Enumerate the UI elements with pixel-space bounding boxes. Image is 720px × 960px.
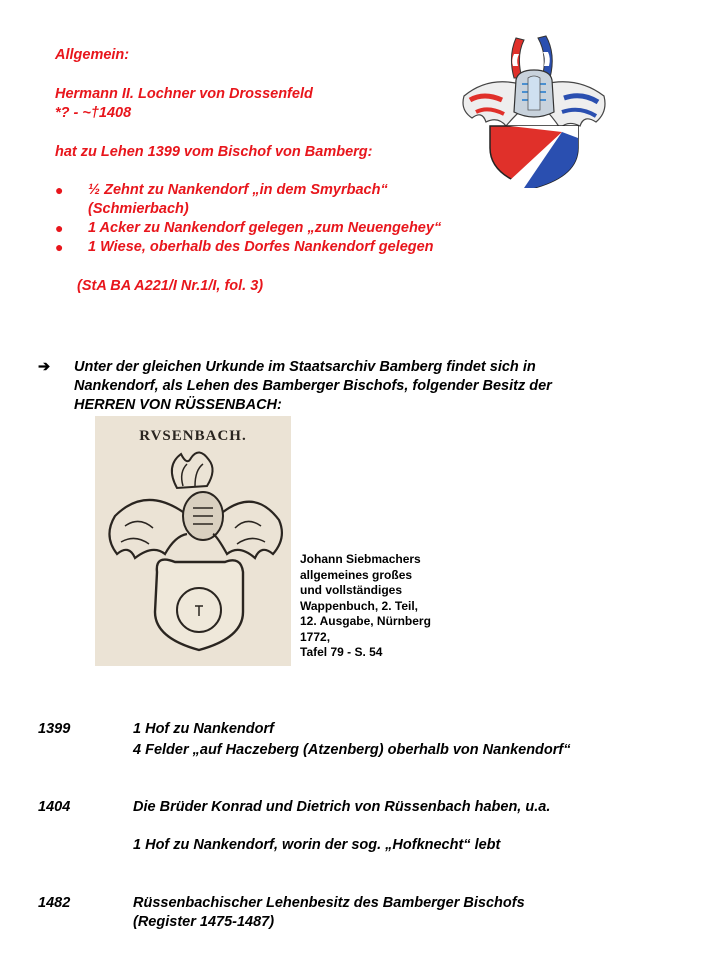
list-item: 1 Acker zu Nankendorf gelegen „zum Neuengehey“ xyxy=(88,220,442,236)
entry-line: (Register 1475-1487) xyxy=(133,914,275,930)
entry-line: 1 Hof zu Nankendorf, worin der sog. „Hofknecht“ lebt xyxy=(133,837,501,853)
caption-line: Wappenbuch, 2. Teil, xyxy=(300,598,419,613)
entry-year: 1399 xyxy=(38,721,71,737)
archive-source: (StA BA A221/I Nr.1/I, fol. 3) xyxy=(77,278,264,294)
caption-line: 12. Ausgabe, Nürnberg xyxy=(300,614,431,628)
list-item: 1 Wiese, oberhalb des Dorfes Nankendorf gelegen xyxy=(88,239,434,255)
entry-line: 4 Felder „auf Haczeberg (Atzenberg) oberhalb von Nankendorf“ xyxy=(133,742,571,758)
woodcut-caption xyxy=(300,552,431,661)
ruessenbach-woodcut xyxy=(95,416,291,666)
fief-intro: hat zu Lehen 1399 vom Bischof von Bamberg: xyxy=(55,144,373,160)
note-line-3: HERREN VON RÜSSENBACH: xyxy=(74,397,282,413)
lochner-coat-of-arms xyxy=(458,26,610,188)
entry-year: 1404 xyxy=(38,799,71,815)
entry-line: Die Brüder Konrad und Dietrich von Rüssenbach haben, u.a. xyxy=(133,799,551,815)
entry-year: 1482 xyxy=(38,895,71,911)
caption-line: allgemeines großes xyxy=(300,567,413,582)
caption-line: und vollständiges xyxy=(300,583,403,597)
bullet-icon: ● xyxy=(55,182,64,198)
entry-line: Rüssenbachischer Lehenbesitz des Bamberger Bischofs xyxy=(133,895,525,911)
entry-line: 1 Hof zu Nankendorf xyxy=(133,721,274,737)
caption-line: Johann Siebmachers xyxy=(300,552,421,566)
person-dates: *? - ~†1408 xyxy=(55,105,132,121)
person-name: Hermann II. Lochner von Drossenfeld xyxy=(55,86,313,102)
note-line-2: Nankendorf, als Lehen des Bamberger Bischofs, folgender Besitz der xyxy=(74,378,552,394)
woodcut-drawing xyxy=(95,416,291,666)
caption-line: Tafel 79 - S. 54 xyxy=(300,645,383,659)
section-heading: Allgemein: xyxy=(55,47,130,63)
note-line-1: Unter der gleichen Urkunde im Staatsarchiv Bamberg findet sich in xyxy=(74,359,536,375)
list-item: ½ Zehnt zu Nankendorf „in dem Smyrbach“ xyxy=(88,182,388,198)
bullet-icon: ● xyxy=(55,239,64,255)
caption-line: 1772, xyxy=(300,629,331,644)
arrow-icon: ➔ xyxy=(38,359,51,375)
woodcut-label: RVSENBACH. xyxy=(139,428,247,444)
list-item-continuation: (Schmierbach) xyxy=(88,201,189,217)
bullet-icon: ● xyxy=(55,220,64,236)
